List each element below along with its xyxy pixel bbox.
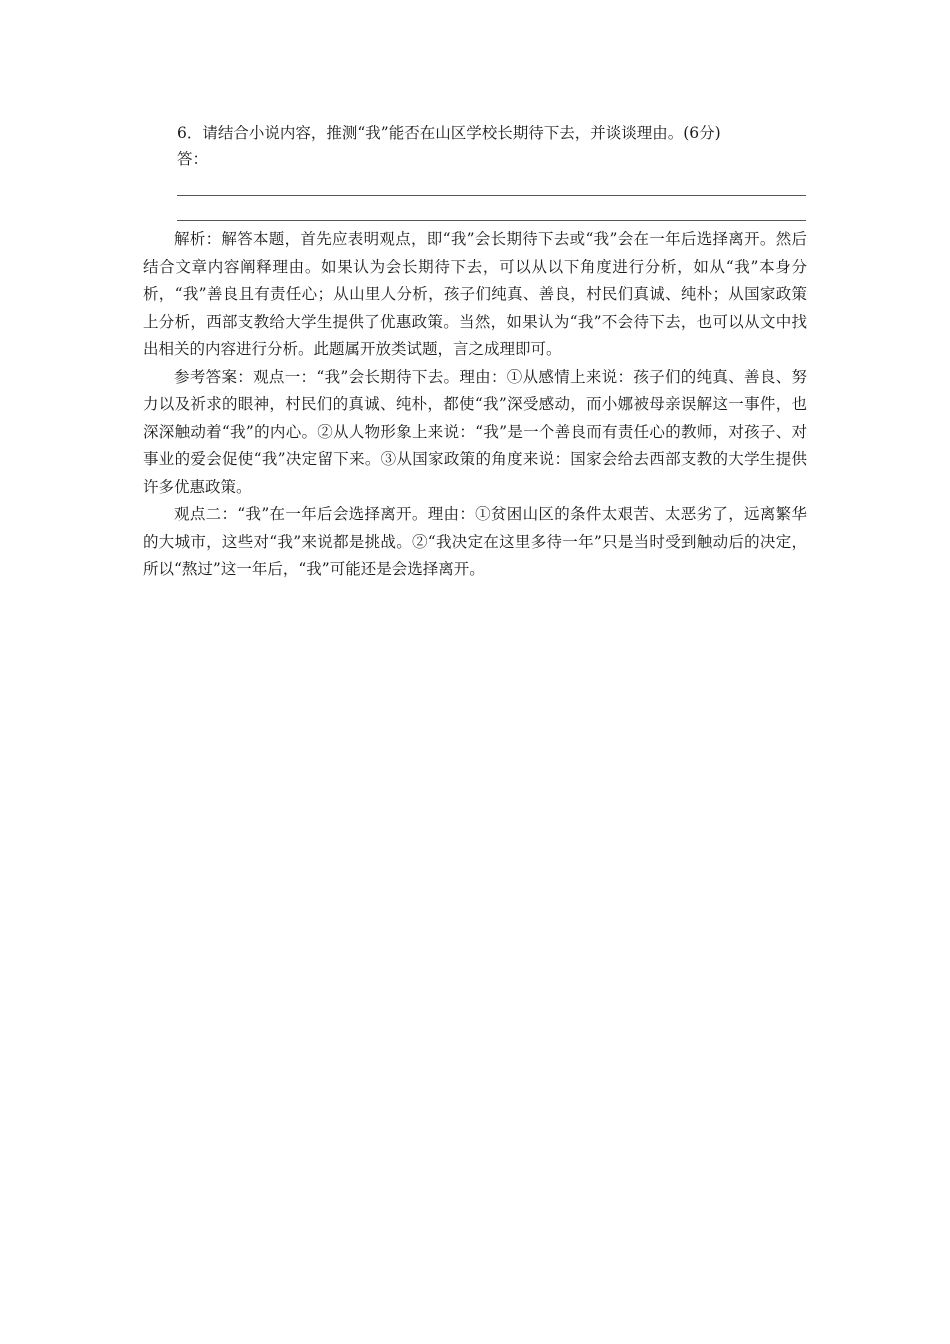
answer-line-2 (177, 220, 806, 221)
viewpoint-two-paragraph: 观点二：“我”在一年后会选择离开。理由：①贫困山区的条件太艰苦、太恶劣了，远离繁华的大城市，这些对“我”来说都是挑战。②“我决定在这里多待一年”只是当时受到触动后的决定，所以“熬过”这一年后，“我”可能还是会选择离开。 (143, 505, 807, 578)
answer-line-1 (177, 195, 806, 196)
analysis-section (143, 226, 807, 584)
answer-label: 答： (177, 150, 209, 168)
analysis-paragraph: 解析：解答本题，首先应表明观点，即“我”会长期待下去或“我”会在一年后选择离开。然后结合文章内容阐释理由。如果认为会长期待下去，可以从以下角度进行分析，如从“我”本身分析，“我”善良且有责任心；从山里人分析，孩子们纯真、善良，村民们真诚、纯朴；从国家政策上分析，西部支教给大学生提供了优惠政策。当然，如果认为“我”不会待下去，也可以从文中找出相关的内容进行分析。此题属开放类试题，言之成理即可。 (143, 230, 807, 358)
question-text: 6．请结合小说内容，推测“我”能否在山区学校长期待下去，并谈谈理由。(6分) (177, 124, 721, 142)
reference-answer-paragraph: 参考答案：观点一：“我”会长期待下去。理由：①从感情上来说：孩子们的纯真、善良、努力以及祈求的眼神，村民们的真诚、纯朴，都使“我”深受感动，而小娜被母亲误解这一事件，也深深触动着“我”的内心。②从人物形象上来说：“我”是一个善良而有责任心的教师，对孩子、对事业的爱会促使“我”决定留下来。③从国家政策的角度来说：国家会给去西部支教的大学生提供许多优惠政策。 (143, 367, 807, 496)
